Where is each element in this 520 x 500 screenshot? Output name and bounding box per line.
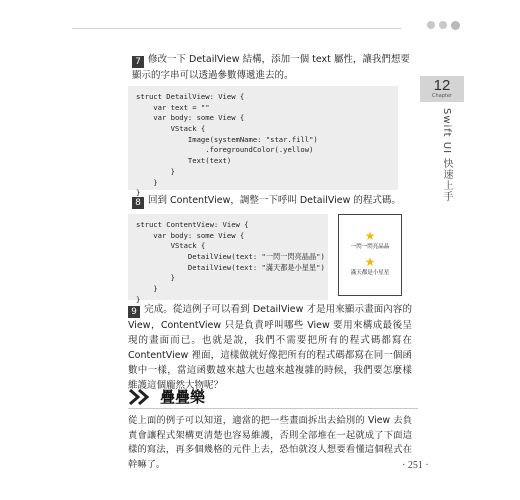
step-text: 修改一下 DetailView 結構，添加一個 text 屬性，讓我們想要顯示的字串可以透過參數傳遞進去的。 <box>132 54 410 81</box>
star-icon: ★ <box>364 255 376 269</box>
page-number: · 251 · <box>402 460 429 471</box>
step-9 <box>128 302 412 393</box>
header-rule <box>72 28 402 29</box>
code-line: struct ContentView: View { <box>136 220 249 229</box>
section-body: 從上面的例子可以知道，適當的把一些畫面拆出去給別的 View 去負責會讓程式架構更清楚也容易維護，否則全部堆在一起就成了下面這樣的寫法，再多個幾格的元件上去，恐怕就沒人想要看懂這個程式在幹嘛了。 <box>128 415 412 470</box>
step-text: 回到 ContentView，調整一下呼叫 DetailView 的程式碼。 <box>148 195 401 206</box>
step-7 <box>132 52 412 83</box>
code-line: struct DetailView: View { <box>136 92 245 101</box>
code-line: } <box>136 284 158 294</box>
code-block-detailview <box>128 86 398 198</box>
step-8 <box>132 193 412 209</box>
code-line: Image(systemName: "star.fill") <box>136 134 318 144</box>
code-block-contentview <box>128 214 328 304</box>
code-line: Text(text) <box>136 156 232 166</box>
section-title: 疊疊樂 <box>160 388 206 406</box>
code-line: .foregroundColor(.yellow) <box>136 145 314 155</box>
step-number: 7 <box>132 56 144 68</box>
section-header <box>128 386 205 407</box>
code-line: } <box>136 273 175 283</box>
code-line: var body: some View { <box>136 230 245 240</box>
code-line: } <box>136 188 141 198</box>
dot <box>427 21 435 29</box>
code-line: } <box>136 294 141 304</box>
decorative-dots <box>427 21 460 30</box>
code-line: var body: some View { <box>136 113 245 123</box>
section-rule <box>128 408 418 409</box>
double-chevron-icon <box>128 388 152 406</box>
code-line: } <box>136 166 175 176</box>
preview-text-2: 滿天都是小星星 <box>350 270 390 276</box>
step-number: 9 <box>128 306 140 318</box>
step-number: 8 <box>132 197 144 209</box>
chapter-number: 12 <box>433 77 451 94</box>
star-icon: ★ <box>364 229 376 243</box>
dot <box>451 21 460 30</box>
dot <box>439 21 447 29</box>
step-text: 完成。從這例子可以看到 DetailView 才是用來顯示畫面內容的 View，ContentView 只是負責呼叫哪些 View 要用來構成最後呈現的畫面而已。也就是說，我們不需要把所有的程式碼都寫在 ContentView 裡面，這樣做就好像把所有的程式碼都寫在同一個函數中一樣，當這函數越來越大也越來越複雜的時候，我們要怎麼樣維護這個龐然大物呢？ <box>128 304 412 391</box>
code-line: var text = "" <box>136 102 210 112</box>
code-line: DetailView(text: "一閃一閃亮晶晶") <box>136 252 325 262</box>
chapter-sub-label: Chapter <box>432 93 452 99</box>
chapter-title: Swift UI 快速上手 <box>441 108 452 203</box>
code-line: DetailView(text: "滿天都是小星星") <box>136 262 325 272</box>
code-line: VStack { <box>136 124 206 134</box>
code-line: } <box>136 177 158 187</box>
preview-screen <box>338 214 402 296</box>
chapter-tab <box>420 76 464 102</box>
code-line: VStack { <box>136 241 206 251</box>
preview-text-1: 一閃一閃亮晶晶 <box>350 244 390 250</box>
